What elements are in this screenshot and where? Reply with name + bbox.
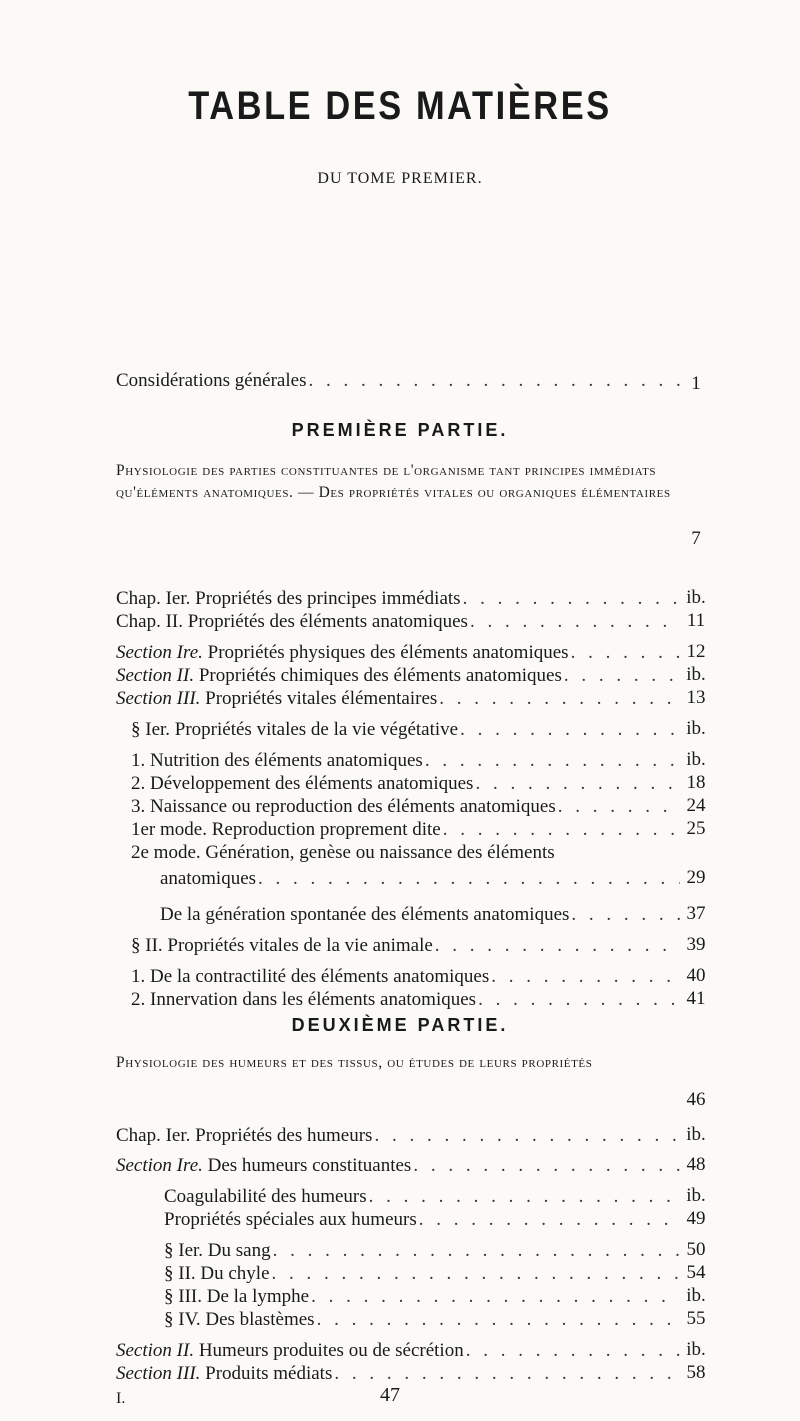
part-one-entry — [116, 641, 680, 665]
toc-entry-page: 13 — [686, 687, 706, 708]
dot-leader — [558, 795, 680, 819]
part-one-entry — [131, 749, 680, 773]
part-two-entry — [116, 1124, 680, 1148]
toc-entry-label: § II. Propriétés vitales de la vie animale — [131, 935, 433, 956]
toc-entry-page: 39 — [686, 934, 706, 955]
dot-leader — [443, 818, 680, 842]
toc-entry-label: Section Ire. Des humeurs constituantes — [116, 1155, 412, 1176]
dot-leader — [311, 1285, 680, 1309]
toc-entry-page: 18 — [686, 772, 706, 793]
toc-entry-page: ib. — [686, 587, 706, 608]
part-two-entry — [116, 1362, 680, 1386]
toc-entry-page: ib. — [686, 1124, 706, 1145]
toc-entry-label: 2e mode. Génération, genèse ou naissance des éléments — [131, 842, 555, 863]
toc-entry-page: ib. — [686, 1185, 706, 1206]
toc-entry-page: ib. — [686, 664, 706, 685]
part-two-entry — [164, 1208, 680, 1232]
toc-entry-label: 1. Nutrition des éléments anatomiques — [131, 750, 423, 771]
toc-entry-page: 1 — [691, 373, 701, 394]
part-one-entry — [131, 818, 680, 842]
toc-entry-label: 2. Développement des éléments anatomiques — [131, 773, 474, 794]
toc-entry-label: 1er mode. Reproduction proprement dite — [131, 819, 441, 840]
dot-leader — [425, 749, 680, 773]
toc-entry-label: 1. De la contractilité des éléments anatomiques — [131, 966, 490, 987]
toc-entry-page: 12 — [686, 641, 706, 662]
dot-leader — [491, 965, 680, 989]
part-one-entry — [116, 610, 680, 634]
toc-entry-page: 29 — [686, 867, 706, 888]
part-one-entry — [131, 841, 680, 865]
toc-entry-page: 37 — [686, 903, 706, 924]
part-two-heading: DEUXIÈME PARTIE. — [291, 1015, 509, 1035]
toc-entry-label: anatomiques — [160, 868, 257, 889]
dot-leader — [435, 934, 680, 958]
page-number: 47 — [380, 1384, 400, 1406]
part-one-entry — [116, 587, 680, 611]
toc-entry-label: § II. Du chyle — [164, 1263, 270, 1284]
dot-leader — [334, 1362, 680, 1386]
toc-entry-page: 54 — [686, 1262, 706, 1283]
toc-entry-label: Chap. Ier. Propriétés des principes immédiats — [116, 588, 461, 609]
part-two-entry — [164, 1285, 680, 1309]
part-one-entry — [116, 664, 680, 688]
toc-entry-page: 11 — [686, 610, 706, 631]
toc-entry-label: Chap. II. Propriétés des éléments anatomiques — [116, 611, 468, 632]
toc-entry-label: 2. Innervation dans les éléments anatomiques — [131, 989, 477, 1010]
part-one-entry — [131, 988, 680, 1012]
toc-entry-label: § III. De la lymphe — [164, 1286, 310, 1307]
part-one-entry — [131, 772, 680, 796]
toc-entry-page: 55 — [686, 1308, 706, 1329]
part-two-entry — [164, 1185, 680, 1209]
dot-leader — [470, 610, 680, 634]
toc-entry-page: 24 — [686, 795, 706, 816]
toc-entry-label: Section III. Propriétés vitales élémentaires — [116, 688, 438, 709]
part-one-summary: Physiologie des parties constituantes de l'organisme tant principes immédiats qu'éléments anatomiques. — Des propriétés vitales ou organiques élémentaires — [116, 462, 671, 501]
toc-entry-label: Considérations générales — [116, 370, 307, 391]
toc-entry-page: 40 — [686, 965, 706, 986]
dot-leader — [466, 1339, 680, 1363]
part-two-summary: Physiologie des humeurs et des tissus, ou études de leurs propriétés — [116, 1054, 593, 1071]
dot-leader — [419, 1208, 680, 1232]
part-two-entry — [164, 1262, 680, 1286]
dot-leader — [413, 1154, 680, 1178]
dot-leader — [369, 1185, 680, 1209]
dot-leader — [439, 687, 680, 711]
dot-leader — [272, 1262, 680, 1286]
part-one-entry — [160, 903, 680, 927]
toc-entry-page: ib. — [686, 749, 706, 770]
toc-entry-label: Chap. Ier. Propriétés des humeurs — [116, 1125, 373, 1146]
toc-entry-page: 25 — [686, 818, 706, 839]
part-two-entry — [164, 1308, 680, 1332]
toc-entry-page: ib. — [686, 718, 706, 739]
toc-entry-intro — [116, 369, 680, 393]
dot-leader — [475, 772, 680, 796]
dot-leader — [571, 641, 680, 665]
toc-entry-label: § Ier. Du sang — [164, 1240, 271, 1261]
toc-entry-label: § IV. Des blastèmes — [164, 1309, 315, 1330]
dot-leader — [460, 718, 680, 742]
dot-leader — [564, 664, 680, 688]
toc-entry-page: ib. — [686, 1339, 706, 1360]
part-one-entry — [116, 687, 680, 711]
part-one-summary-page: 7 — [691, 528, 701, 549]
part-one-entry — [131, 965, 680, 989]
dot-leader — [308, 369, 680, 393]
part-one-entry — [160, 867, 680, 891]
part-one-heading: PREMIÈRE PARTIE. — [291, 420, 509, 440]
part-two-entry — [116, 1339, 680, 1363]
toc-entry-label: § Ier. Propriétés vitales de la vie végétative — [131, 719, 459, 740]
toc-entry-page: ib. — [686, 1285, 706, 1306]
toc-entry-page: 41 — [686, 988, 706, 1009]
page-subtitle: DU TOME PREMIER. — [317, 170, 483, 187]
part-two-summary-page: 46 — [686, 1089, 706, 1110]
dot-leader — [273, 1239, 680, 1263]
toc-entry-label: Section Ire. Propriétés physiques des éléments anatomiques — [116, 642, 569, 663]
dot-leader — [478, 988, 680, 1012]
dot-leader — [374, 1124, 680, 1148]
page-title: TABLE DES MATIÈRES — [188, 84, 612, 128]
toc-entry-label: Section II. Humeurs produites ou de sécrétion — [116, 1340, 464, 1361]
dot-leader — [258, 867, 680, 891]
toc-entry-label: De la génération spontanée des éléments anatomiques — [160, 904, 570, 925]
toc-entry-label: Section II. Propriétés chimiques des éléments anatomiques — [116, 665, 562, 686]
toc-entry-label: 3. Naissance ou reproduction des éléments anatomiques — [131, 796, 556, 817]
toc-entry-page: 49 — [686, 1208, 706, 1229]
dot-leader — [571, 903, 680, 927]
toc-entry-label: Propriétés spéciales aux humeurs — [164, 1209, 417, 1230]
part-one-entry — [131, 934, 680, 958]
part-two-entry — [116, 1154, 680, 1178]
dot-leader — [463, 587, 680, 611]
part-one-entry — [131, 718, 680, 742]
toc-entry-page: 58 — [686, 1362, 706, 1383]
part-one-entry — [131, 795, 680, 819]
part-two-entry — [164, 1239, 680, 1263]
signature-mark: I. — [116, 1390, 126, 1407]
toc-entry-page: 48 — [686, 1154, 706, 1175]
toc-entry-page: 50 — [686, 1239, 706, 1260]
toc-entry-label: Section III. Produits médiats — [116, 1363, 333, 1384]
toc-entry-label: Coagulabilité des humeurs — [164, 1186, 367, 1207]
dot-leader — [317, 1308, 680, 1332]
